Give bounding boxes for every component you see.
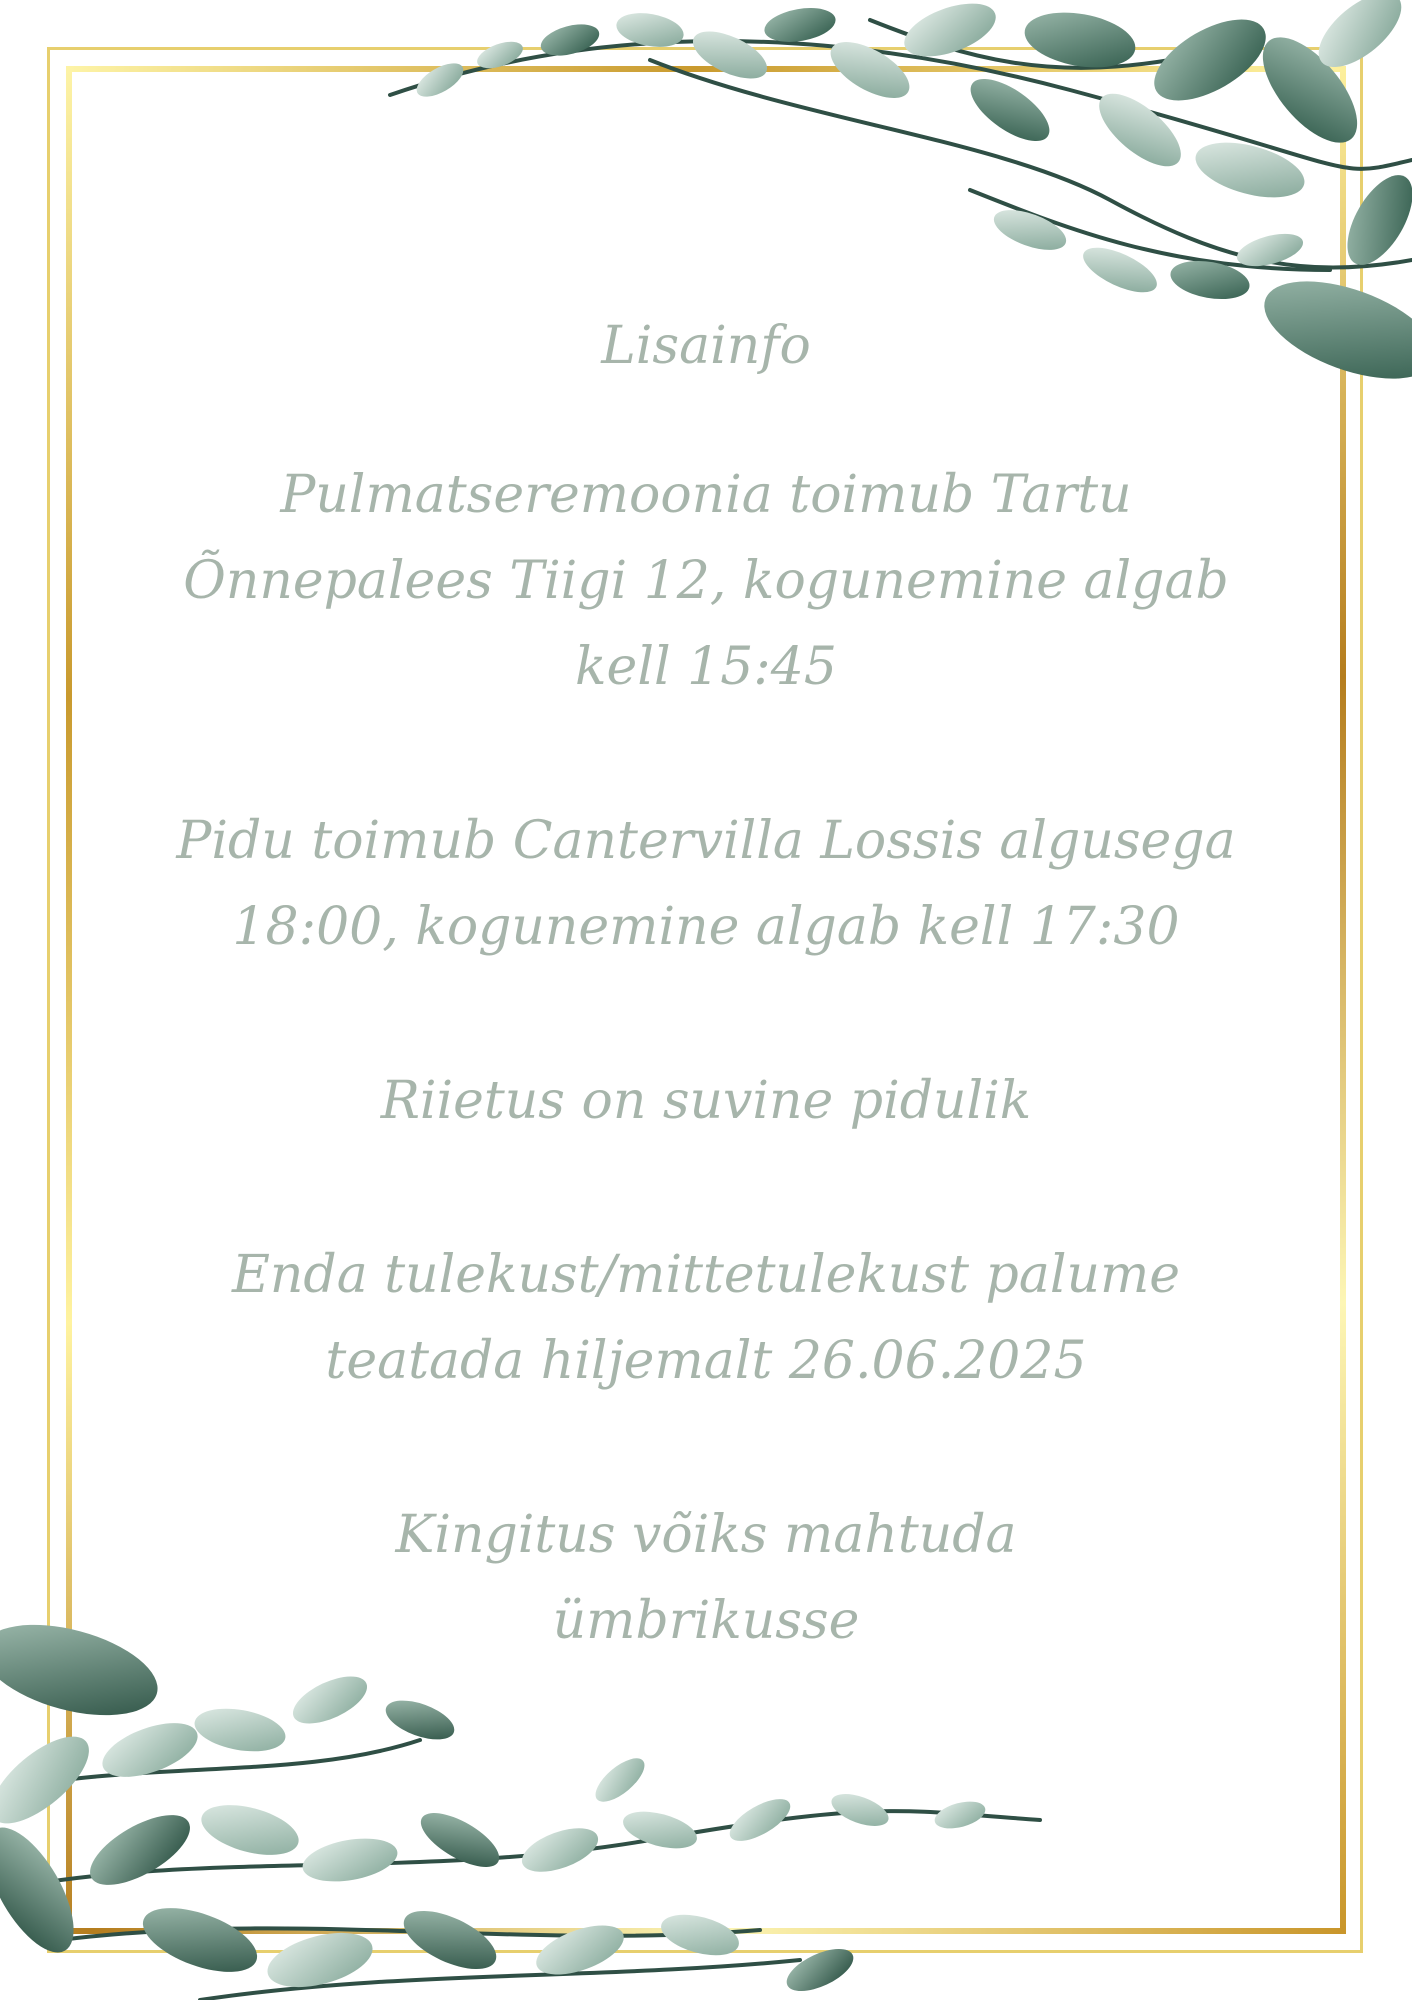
text-line: Õnnepalees Tiigi 12, kogunemine algab [183,551,1229,611]
text-line: kell 15:45 [575,637,837,697]
text-line: Riietus on suvine pidulik [380,1071,1032,1131]
text-line: 18:00, kogunemine algab kell 17:30 [232,897,1180,957]
party-info [120,798,1292,970]
invitation-text [120,300,1292,1752]
text-line: Pidu toimub Cantervilla Lossis algusega [176,811,1236,871]
page-title: Lisainfo [601,316,811,376]
gift-info [120,1492,1292,1664]
rsvp-info [120,1232,1292,1404]
ceremony-info [120,452,1292,710]
text-line: teatada hiljemalt 26.06.2025 [325,1331,1087,1391]
text-line: Enda tulekust/mittetulekust palume [231,1245,1181,1305]
text-line: Kingitus võiks mahtuda [395,1505,1017,1565]
text-line: Pulmatseremoonia toimub Tartu [280,465,1132,525]
text-line: ümbrikusse [552,1591,860,1651]
dress-code-info [120,1058,1292,1144]
